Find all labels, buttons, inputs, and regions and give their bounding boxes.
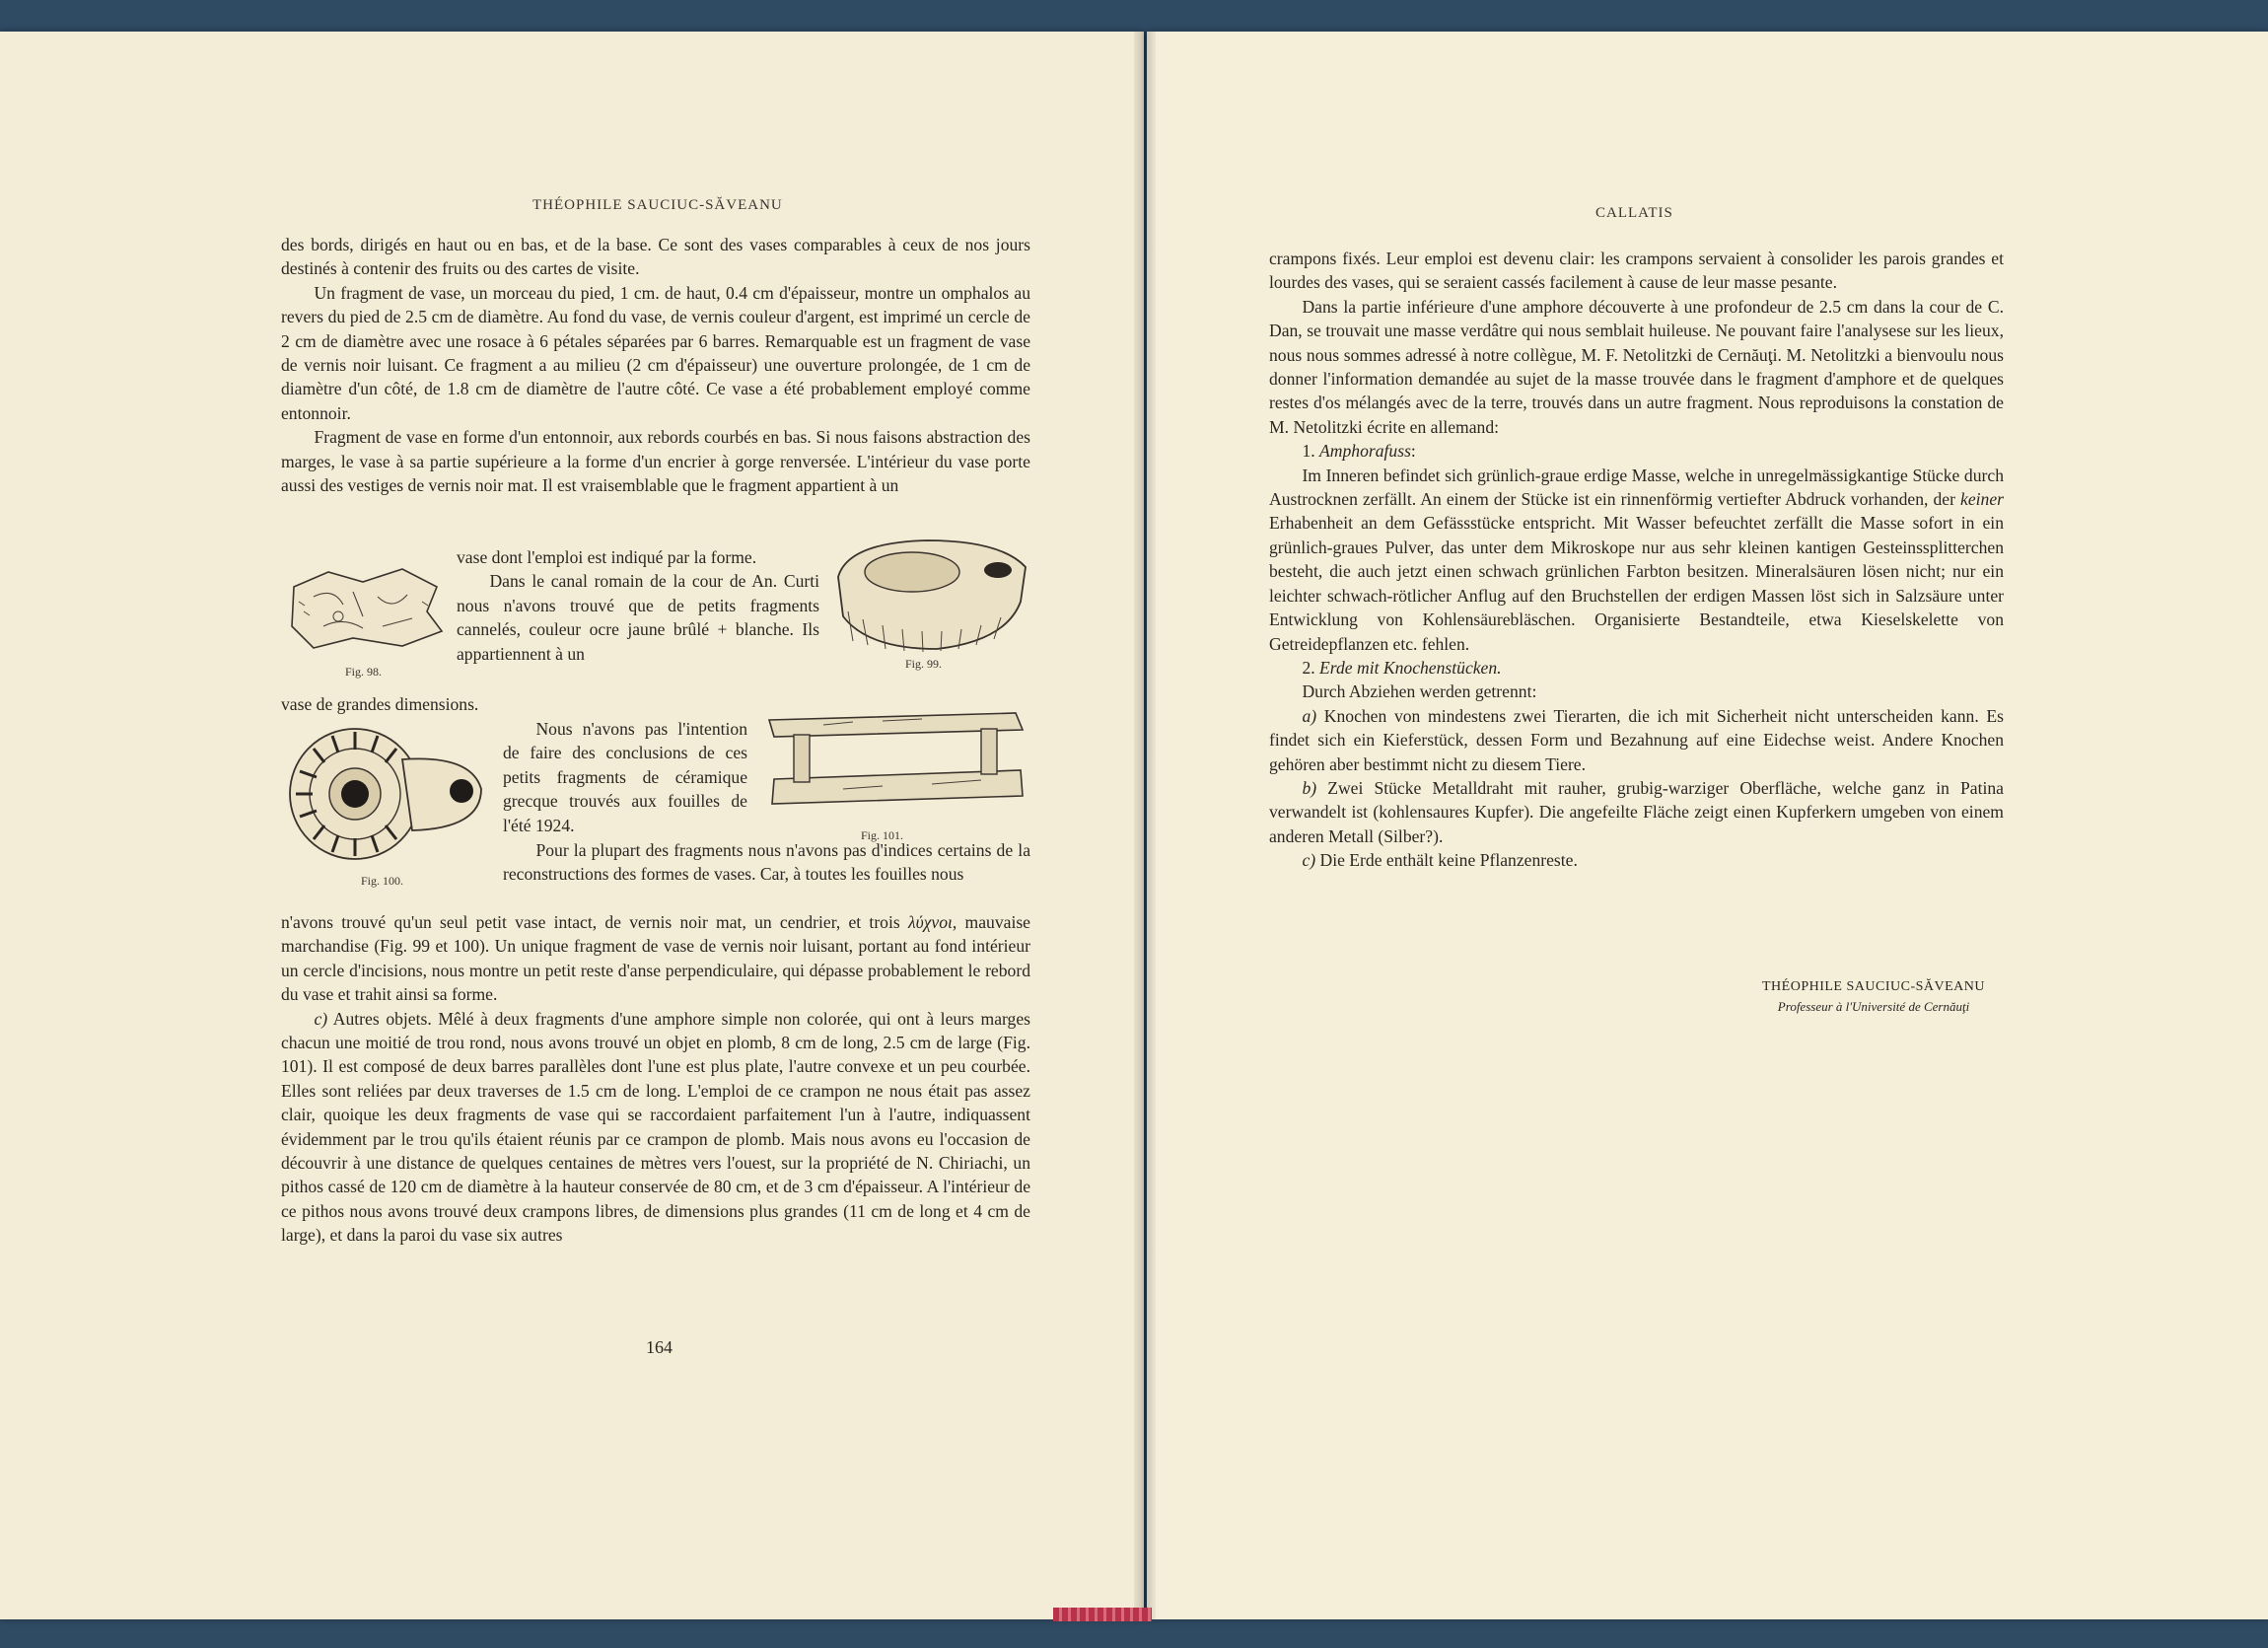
- signature-role: Professeur à l'Université de Cernăuţi: [1777, 999, 1970, 1014]
- heading-number: 2.: [1302, 657, 1315, 678]
- text-run: , mauvaise marchandise (Fig. 99 et 100). Un unique fragment de vase de vernis noir luisant, portant au fond intérieur un cercle d'incisions, nous montre un petit reste d'anse perpendiculaire, qui dépasse probablement le rebord du vase et trahit ainsi sa forme.: [281, 912, 1030, 1005]
- paragraph: Dans la partie inférieure d'une amphore découverte à une profondeur de 2.5 cm dans la cour de C. Dan, se trouvait une masse verdâtre qui nous semblait huileuse. Ne pouvant faire l'analysese sur les lieux, nous nous sommes adressé à notre collègue, M. F. Netolitzki de Cernăuţi. M. Netolitzki a bienvoulu nous donner l'information demandée au sujet de la masse trouvée dans le fragment d'amphore et de quelques restes d'os mélangés avec de la terre, trouvés dans un autre fragment. Nous reproduisons la constation de M. Netolitzki écrite en allemand:: [1269, 296, 2004, 437]
- left-text-bottom: [281, 910, 1030, 1248]
- paragraph: Pour la plupart des fragments nous n'avons pas d'indices certains de la reconstructions des formes de vases. Car, à toutes les fouilles nous: [503, 840, 1030, 885]
- fig-101-caption: Fig. 101.: [861, 828, 904, 842]
- paragraph: vase de grandes dimensions.: [281, 694, 479, 714]
- fig-98-caption: Fig. 98.: [345, 665, 383, 679]
- text-run: Im Inneren befindet sich grünlich-graue erdige Masse, welche in unregelmässigkantige Stücke durch Austrocknen zerfällt. An einem der Stücke ist ein rinnenförmig vertiefter Abdruck vorhanden, der: [1269, 465, 2004, 510]
- left-text-wrap-d: [503, 838, 1030, 887]
- right-text: [1269, 247, 2004, 873]
- paragraph: vase dont l'emploi est indiqué par la forme.: [457, 547, 757, 567]
- left-text-wrap-c: [503, 717, 747, 837]
- right-running-head: CALLATIS: [1595, 205, 1673, 221]
- fig-101-lead-clamp-drawing: [764, 705, 1030, 819]
- text-run: Knochen von mindestens zwei Tierarten, die ich mit Sicherheit nicht unterscheiden kann. Es findet sich ein Kieferstück, dessen Form und Bezahnung auf eine Eidechse weist. Andere Knochen gehören aber bestimmt nicht zu diesem Tiere.: [1269, 705, 2004, 774]
- bookmark-ribbon: [1053, 1608, 1152, 1621]
- heading-title: Erde mit Knochenstücken.: [1319, 657, 1502, 678]
- fig-100-caption: Fig. 100.: [361, 874, 404, 888]
- page-number: 164: [646, 1337, 673, 1357]
- heading-title: Amphorafuss: [1319, 441, 1411, 462]
- paragraph: des bords, dirigés en haut ou en bas, et de la base. Ce sont des vases comparables à ceux de nos jours destinés à contenir des fruits ou des cartes de visite.: [281, 235, 1030, 279]
- text-run: Autres objets. Mêlé à deux fragments d'une amphore simple non colorée, qui ont à leurs marges chacun une moitié de trou rond, nous avons trouvé un objet en plomb, 8 cm de long, 2.5 cm de large (Fig. 101). Il est composé de deux barres parallèles dont l'une est plus plate, l'autre convexe et un peu courbée. Elles sont reliées par deux traverses de 1.5 cm de long. L'emploi de ce crampon ne nous était pas assez clair, quoique les deux fragments de vase qui se raccordaient parfaitement l'un à l'autre, indiquassent évidemment par le trou qu'ils étaient réunis par ce crampon de plomb. Mais nous avons eu l'occasion de découvrir à une distance de quelques centaines de mètres vers l'ouest, sur la propriété de N. Chiriachi, un pithos cassé de 120 cm de diamètre à la hauteur conservée de 80 cm, et de 3 cm d'épaisseur. A l'intérieur de ce pithos nous avons trouvé deux crampons libres, de dimensions plus grandes (11 cm de long et 4 cm de large), et dans la paroi du vase six autres: [281, 1008, 1030, 1246]
- text-run: Erhabenheit an dem Gefässstücke entspricht. Mit Wasser befeuchtet zerfällt die Masse sofort in ein grünlich-graues Pulver, das unter dem Mikroskope nur aus sehr kleinen kantigen Gesteinssplitterchen besteht, die auch jetzt einen schwach grünlichen Farbton besitzen. Mineralsäuren lösen nicht; nur ein leichter schwach-rötlicher Anflug auf den Bruchstellen der erdigen Massen löst sich in Salzsäure unter Entwicklung von Kohlensäurebläschen. Organisierte Bestandteile, etwa Kieselskelette von Getreidepflanzen etc. fehlen.: [1269, 513, 2004, 654]
- list-item: [1269, 848, 2004, 872]
- paragraph: Durch Abziehen werden getrennt:: [1302, 681, 1537, 702]
- paragraph: Fragment de vase en forme d'un entonnoir, aux rebords courbés en bas. Si nous faisons abstraction des marges, le vase à sa partie supérieure a la forme d'un encrier à gorge renversée. L'intérieur du vase porte aussi des vestiges de vernis noir mat. Il est vraisemblable que le fragment appartient à un: [281, 427, 1030, 496]
- list-item: [1269, 704, 2004, 776]
- heading-erde: [1269, 656, 2004, 680]
- paragraph: Nous n'avons pas l'intention de faire des conclusions de ces petits fragments de céramique grecque trouvés aux fouilles de l'été 1924.: [503, 719, 747, 835]
- left-text-wrap-a: [457, 545, 819, 666]
- signature-name: THÉOPHILE SAUCIUC-SĂVEANU: [1762, 979, 1985, 994]
- signature-block: [1736, 979, 2012, 1015]
- paragraph: crampons fixés. Leur emploi est devenu clair: les crampons servaient à consolider les parois grandes et lourdes des vases, qui se seraient cassés facilement à cause de leur masse pesante.: [1269, 249, 2004, 293]
- paragraph-label: c): [314, 1008, 328, 1029]
- fig-98-sherd-drawing: [284, 557, 452, 656]
- list-label: c): [1302, 850, 1316, 871]
- paragraph: [281, 1007, 1030, 1248]
- text-run: Zwei Stücke Metalldraht mit rauher, grubig-warziger Oberfläche, welche ganz in Patina verwandelt ist (kohlensaures Kupfer). Die angefeilte Fläche zeigt einen Kupferkern umgeben von einem anderen Metall (Silber?).: [1269, 777, 2004, 846]
- book-gutter: [1134, 32, 1156, 1619]
- heading-colon: :: [1410, 441, 1416, 462]
- paragraph: Un fragment de vase, un morceau du pied, 1 cm. de haut, 0.4 cm d'épaisseur, montre un omphalos au revers du pied de 2.5 cm de diamètre. Au fond du vase, de vernis couleur d'argent, est imprimé un cercle de 2 cm de diamètre avec une rosace à 6 pétales séparées par 6 barres. Remarquable est un fragment de vase de vernis noir luisant. Ce fragment a au milieu (2 cm d'épaisseur) une ouverture prolongée, de 1 cm de diamètre d'un côté, de 1.8 cm de diamètre de l'autre côté. Ce vase a été probablement employé comme entonnoir.: [281, 282, 1030, 423]
- text-run: n'avons trouvé qu'un seul petit vase intact, de vernis noir mat, un cendrier, et trois: [281, 912, 900, 932]
- left-running-head: THÉOPHILE SAUCIUC-SĂVEANU: [532, 197, 783, 213]
- paragraph: [281, 910, 1030, 1007]
- left-text-top: [281, 233, 1030, 497]
- paragraph: Dans le canal romain de la cour de An. Curti nous n'avons trouvé que de petits fragments cannelés, couleur ocre jaune brûlé + blanche. Ils appartiennent à un: [457, 571, 819, 664]
- fig-100-lamp-drawing: [284, 720, 493, 868]
- greek-word: λύχνοι: [907, 912, 953, 932]
- list-label: a): [1302, 705, 1317, 726]
- text-run: Die Erde enthält keine Pflanzenreste.: [1315, 850, 1578, 871]
- heading-number: 1.: [1302, 441, 1315, 462]
- emphasis: keiner: [1960, 489, 2004, 510]
- fig-99-lamp-drawing: [828, 533, 1035, 656]
- list-item: [1269, 776, 2004, 848]
- heading-amphorafuss: [1269, 439, 2004, 463]
- paragraph: [1269, 464, 2004, 656]
- list-label: b): [1302, 777, 1317, 798]
- fig-99-caption: Fig. 99.: [905, 657, 943, 671]
